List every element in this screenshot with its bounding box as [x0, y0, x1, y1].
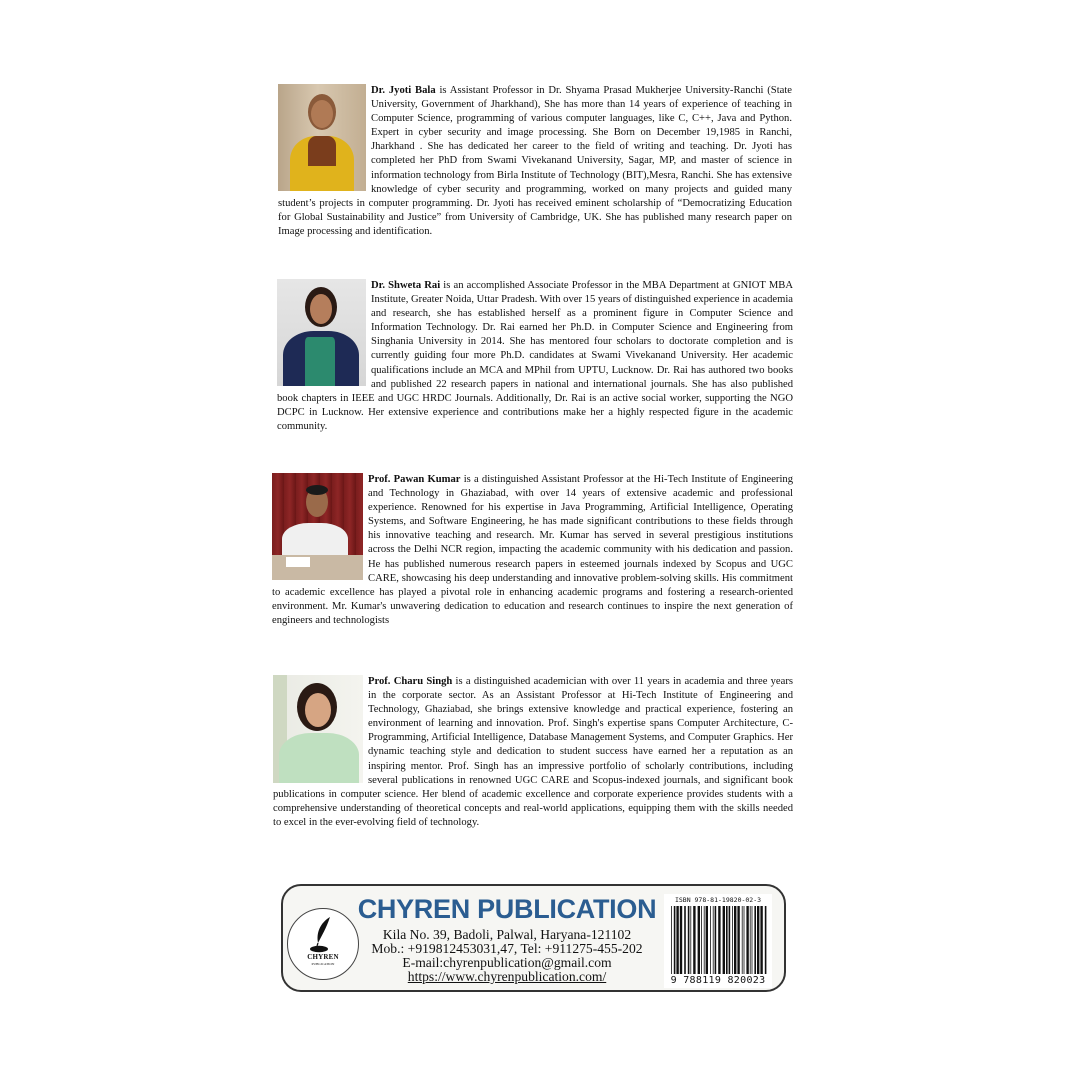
quill-ink-icon — [306, 915, 340, 953]
barcode-bar — [760, 906, 762, 974]
author-bio-shweta-rai — [277, 279, 793, 434]
barcode-bar — [765, 906, 767, 974]
barcode-bar — [737, 906, 739, 974]
barcode-bar — [676, 906, 678, 974]
barcode-bar — [680, 906, 682, 974]
barcode-bar — [706, 906, 708, 974]
barcode-bar — [698, 906, 700, 974]
publisher-address: Kila No. 39, Badoli, Palwal, Haryana-121102 — [382, 927, 632, 942]
barcode-bar — [723, 906, 725, 974]
logo-subtext: PUBLICATION — [311, 962, 335, 966]
author-bio-charu-singh — [273, 675, 793, 830]
author-bio-pawan-kumar — [272, 473, 793, 628]
barcode-bar — [713, 906, 714, 974]
bio-text: is a distinguished Assistant Professor at the Hi-Tech Institute of Engineering and Technology in Ghaziabad, with over 14 years of extensive academic and professional experience. Renowned for his expertise in Java Programming, Artificial Intelligence, Operating Systems, and Software Engineering, he has made significant contributions to these fields through his innovative teaching and research. Mr. Kumar has served in several prestigious institutions across the Delhi NCR region, impacting the academic community with his dedication and passion. He has published numerous research papers in esteemed journals indexed by Scopus and UGC CARE, showcasing his deep understanding and innovative problem-solving skills. His commitment to academic excellence has played a pivotal role in enhancing academic programs and fostering a research-oriented environment. Mr. Kumar's unwavering dedication to education and research continues to inspire the next generation of engineers and technologists — [272, 474, 793, 626]
barcode-bar — [718, 906, 720, 974]
barcode-bar — [729, 906, 731, 974]
barcode-bar — [750, 906, 751, 974]
author-name: Prof. Charu Singh — [368, 676, 453, 687]
publisher-card — [281, 884, 786, 992]
publisher-website-link[interactable]: https://www.chyrenpublication.com/ — [407, 969, 607, 984]
isbn-label: ISBN 978-81-19820-02-3 — [674, 896, 762, 904]
publisher-name: CHYREN PUBLICATION — [357, 894, 657, 924]
barcode-bar — [684, 906, 686, 974]
barcode-bar — [674, 906, 676, 974]
barcode-bar — [734, 906, 736, 974]
barcode-bar — [744, 906, 745, 974]
barcode-bar — [742, 906, 743, 974]
barcode-bar — [726, 906, 728, 974]
barcode-bar — [732, 906, 733, 974]
barcode-bar — [671, 906, 672, 974]
author-photo-pawan-kumar — [272, 473, 363, 580]
bio-text: is Assistant Professor in Dr. Shyama Prasad Mukherjee University-Ranchi (State University, Government of Jharkhand), She has more than 14 years of experience of teaching in Computer Science, programming of various computer languages, like C, C++, Java and Python. Expert in cyber security and image processing. She Born on December 19,1985 in Ranchi, Jharkhand . She has dedicated her career to the field of writing and teaching. Dr. Jyoti has completed her PhD from Swami Vivekanand University, Sagar, MP, and master of science in information technology from Birla Institute of Technology (BIT),Mesra, Ranchi. She has extensive knowledge of cyber security and programming, worked on many projects and guided many student’s projects in computer programming. Dr. Jyoti has received eminent scholarship of “Democratizing Education for Global Sustainability and Justice” from University of Cambridge, UK. She has published many research paper on Image processing and identification. — [278, 85, 792, 237]
barcode-bar — [757, 906, 759, 974]
barcode-bar — [710, 906, 711, 974]
publisher-email[interactable]: E-mail:chyrenpublication@gmail.com — [402, 955, 612, 970]
barcode-bar — [704, 906, 705, 974]
isbn-barcode-box — [664, 894, 772, 988]
logo-text: CHYREN — [307, 953, 339, 961]
barcode-bar — [701, 906, 702, 974]
isbn-number: 9 788119 820023 — [670, 975, 766, 986]
bio-text: is an accomplished Associate Professor in the MBA Department at GNIOT MBA Institute, Greater Noida, Uttar Pradesh. With over 15 years of distinguished experience in academia and research, she has established herself as a prominent figure in Computer Science and Information Technology. Dr. Rai earned her Ph.D. in Computer Science and Engineering from Singhania University in 2014. She has mentored four scholars to doctorate completion and is currently guiding four more Ph.D. candidates at Swami Vivekanand University. Her academic qualifications include an MCA and MPhil from UPTU, Lucknow. Dr. Rai has authored two books and published 22 research papers in national and international journals. She has also published book chapters in IEEE and UGC HRDC Journals. Additionally, Dr. Rai is an active social worker, supporting the NGO DCPC in Lucknow. Her extensive experience and contributions make her a highly respected figure in the academic community. — [277, 280, 793, 432]
author-photo-jyoti-bala — [278, 84, 366, 191]
barcode-bar — [746, 906, 748, 974]
author-name: Prof. Pawan Kumar — [368, 474, 461, 485]
publisher-logo — [287, 908, 359, 980]
author-name: Dr. Jyoti Bala — [371, 85, 436, 96]
author-name: Dr. Shweta Rai — [371, 280, 441, 291]
bio-text: is a distinguished academician with over 11 years in academia and three years in the corporate sector. As an Assistant Professor at Hi-Tech Institute of Engineering and Technology, Ghaziabad, she brings extensive knowledge and practical experience, fostering an environment of learning and innovation. Prof. Singh's expertise spans Computer Architecture, C-Programming, Artificial Intelligence, Database Management Systems, and Computer Graphics. Her dynamic teaching style and dedication to student success have earned her a reputation as an inspiring mentor. Prof. Singh has an impressive portfolio of scholarly contributions, including several publications in renowned UGC CARE and Scopus-indexed journals, and significant book publications in computer science. Her blend of academic excellence and corporate experience provides students with a comprehensive understanding of theoretical concepts and real-world applications, equipping them with the skills needed to excel in the ever-evolving field of technology. — [273, 676, 793, 828]
barcode-bar — [693, 906, 695, 974]
publisher-phone: Mob.: +919812453031,47, Tel: +911275-455-202 — [371, 941, 643, 956]
author-photo-shweta-rai — [277, 279, 366, 386]
barcode-icon — [670, 906, 768, 974]
author-bio-jyoti-bala — [278, 84, 792, 239]
barcode-bar — [715, 906, 717, 974]
barcode-bar — [754, 906, 756, 974]
barcode-bar — [752, 906, 753, 974]
author-photo-charu-singh — [273, 675, 363, 783]
barcode-bar — [690, 906, 691, 974]
barcode-bar — [688, 906, 690, 974]
